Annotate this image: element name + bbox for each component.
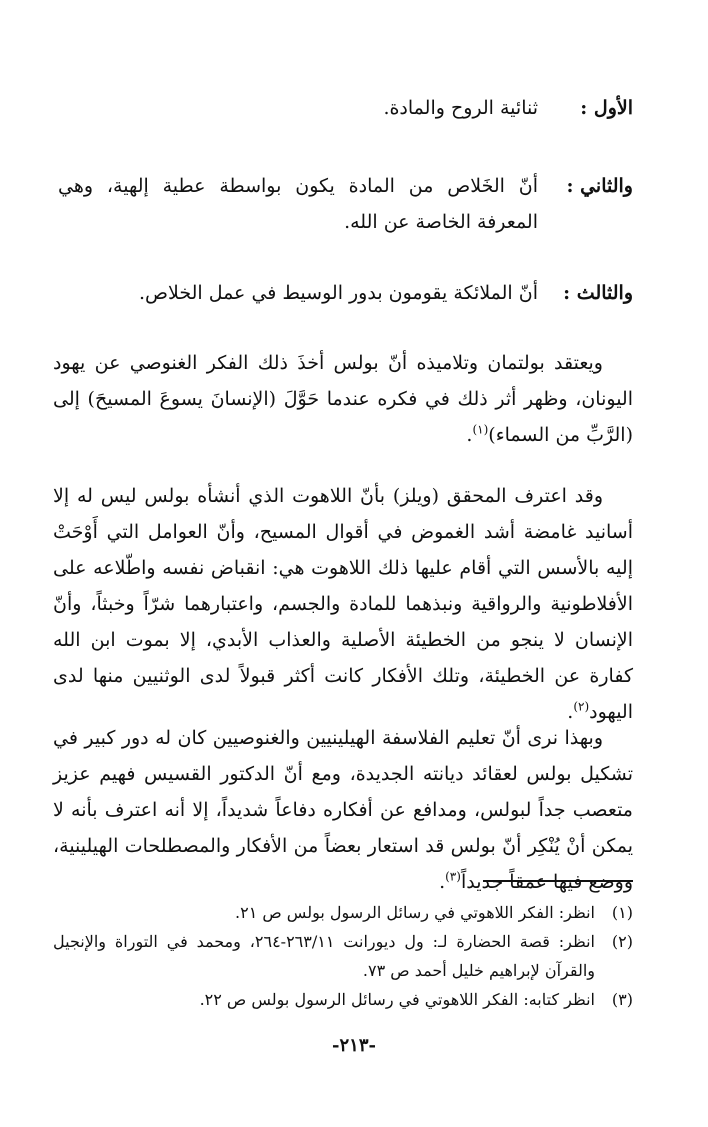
paragraph-end: . xyxy=(439,871,446,893)
enumeration-text: أنّ الملائكة يقومون بدور الوسيط في عمل الخلاص. xyxy=(138,282,538,304)
enumeration-label: والثاني : xyxy=(566,175,633,197)
enumeration-text: أنّ الخَلاص من المادة يكون بواسطة عطية إلهية، وهي المعرفة الخاصة عن الله. xyxy=(58,175,538,233)
footnote xyxy=(53,985,633,1014)
enumeration-second xyxy=(53,168,633,240)
paragraph-end: . xyxy=(567,701,574,723)
footnote-ref: (٣) xyxy=(445,869,461,884)
footnote xyxy=(53,898,633,927)
footnote-text: انظر كتابه: الفكر اللاهوتي في رسائل الرسول بولس ص ٢٢. xyxy=(199,990,595,1009)
footnote-number: (٢) xyxy=(611,932,633,951)
paragraph-bultmann xyxy=(53,345,633,453)
enumeration-label: والثالث : xyxy=(563,282,633,304)
page-number: -٢١٣- xyxy=(332,1035,376,1056)
paragraph-text: وبهذا نرى أنّ تعليم الفلاسفة الهيلينيين والغنوصيين كان له دور كبير في تشكيل بولس لعقائد ديانته الجديدة، ومع أنّ الدكتور القسيس فهيم عزيز متعصب جداً لبولس، ومدافع عن أفكاره دفاعاً شديداً، إلا أنه اعترف بأنه لا يمكن أنْ يُنْكِر أنّ بولس قد استعار بعضاً من الأفكار والمصطلحات الهيلينية، ووضع فيها عمقاً جديداً xyxy=(53,727,633,893)
footnotes xyxy=(53,898,633,1014)
enumeration-text: ثنائية الروح والمادة. xyxy=(383,97,538,119)
footnote-separator xyxy=(483,880,633,882)
enumeration-first xyxy=(53,90,633,126)
paragraph-text: وقد اعترف المحقق (ويلز) بأنّ اللاهوت الذي أنشأه بولس ليس له إلا أسانيد غامضة أشد الغموض في أقوال المسيح، وأنّ العوامل التي أَوْحَتْ إليه بالأسس التي أقام عليها ذلك اللاهوت هي: انقباض نفسه واطّلاعه على الأفلاطونية والرواقية ونبذهما للمادة والجسم، واعتبارهما شرّاً وخبثاً، وأنّ الإنسان لا ينجو من الخطيئة الأصلية والعذاب الأبدي، إلا بموت ابن الله كفارة عن الخطيئة، وتلك الأفكار كانت أكثر قبولاً لدى الوثنيين منها لدى اليهود xyxy=(53,485,633,723)
footnote-text: انظر: قصة الحضارة لـ: ول ديورانت ٢٦٣/١١-٢٦٤، ومحمد في التوراة والإنجيل والقرآن لإبراهيم خليل أحمد ص ٧٣. xyxy=(53,932,595,980)
paragraph-end: . xyxy=(466,424,473,446)
footnote-ref: (٢) xyxy=(573,699,590,714)
paragraph-text: ويعتقد بولتمان وتلاميذه أنّ بولس أخذَ ذلك الفكر الغنوصي عن يهود اليونان، وظهر أثر ذلك في فكره عندما حَوَّلَ (الإنسانَ يسوعَ المسيحَ) إلى (الرَّبِّ من السماء) xyxy=(53,352,633,446)
footnote-number: (١) xyxy=(611,903,633,922)
footnote-text: انظر: الفكر اللاهوتي في رسائل الرسول بولس ص ٢١. xyxy=(235,903,595,922)
paragraph-hellenistic xyxy=(53,720,633,900)
enumeration-label: الأول : xyxy=(580,97,633,119)
paragraph-wells xyxy=(53,478,633,730)
footnote xyxy=(53,927,633,985)
enumeration-third xyxy=(53,275,633,311)
footnote-ref: (١) xyxy=(472,422,489,437)
footnote-number: (٣) xyxy=(611,990,633,1009)
